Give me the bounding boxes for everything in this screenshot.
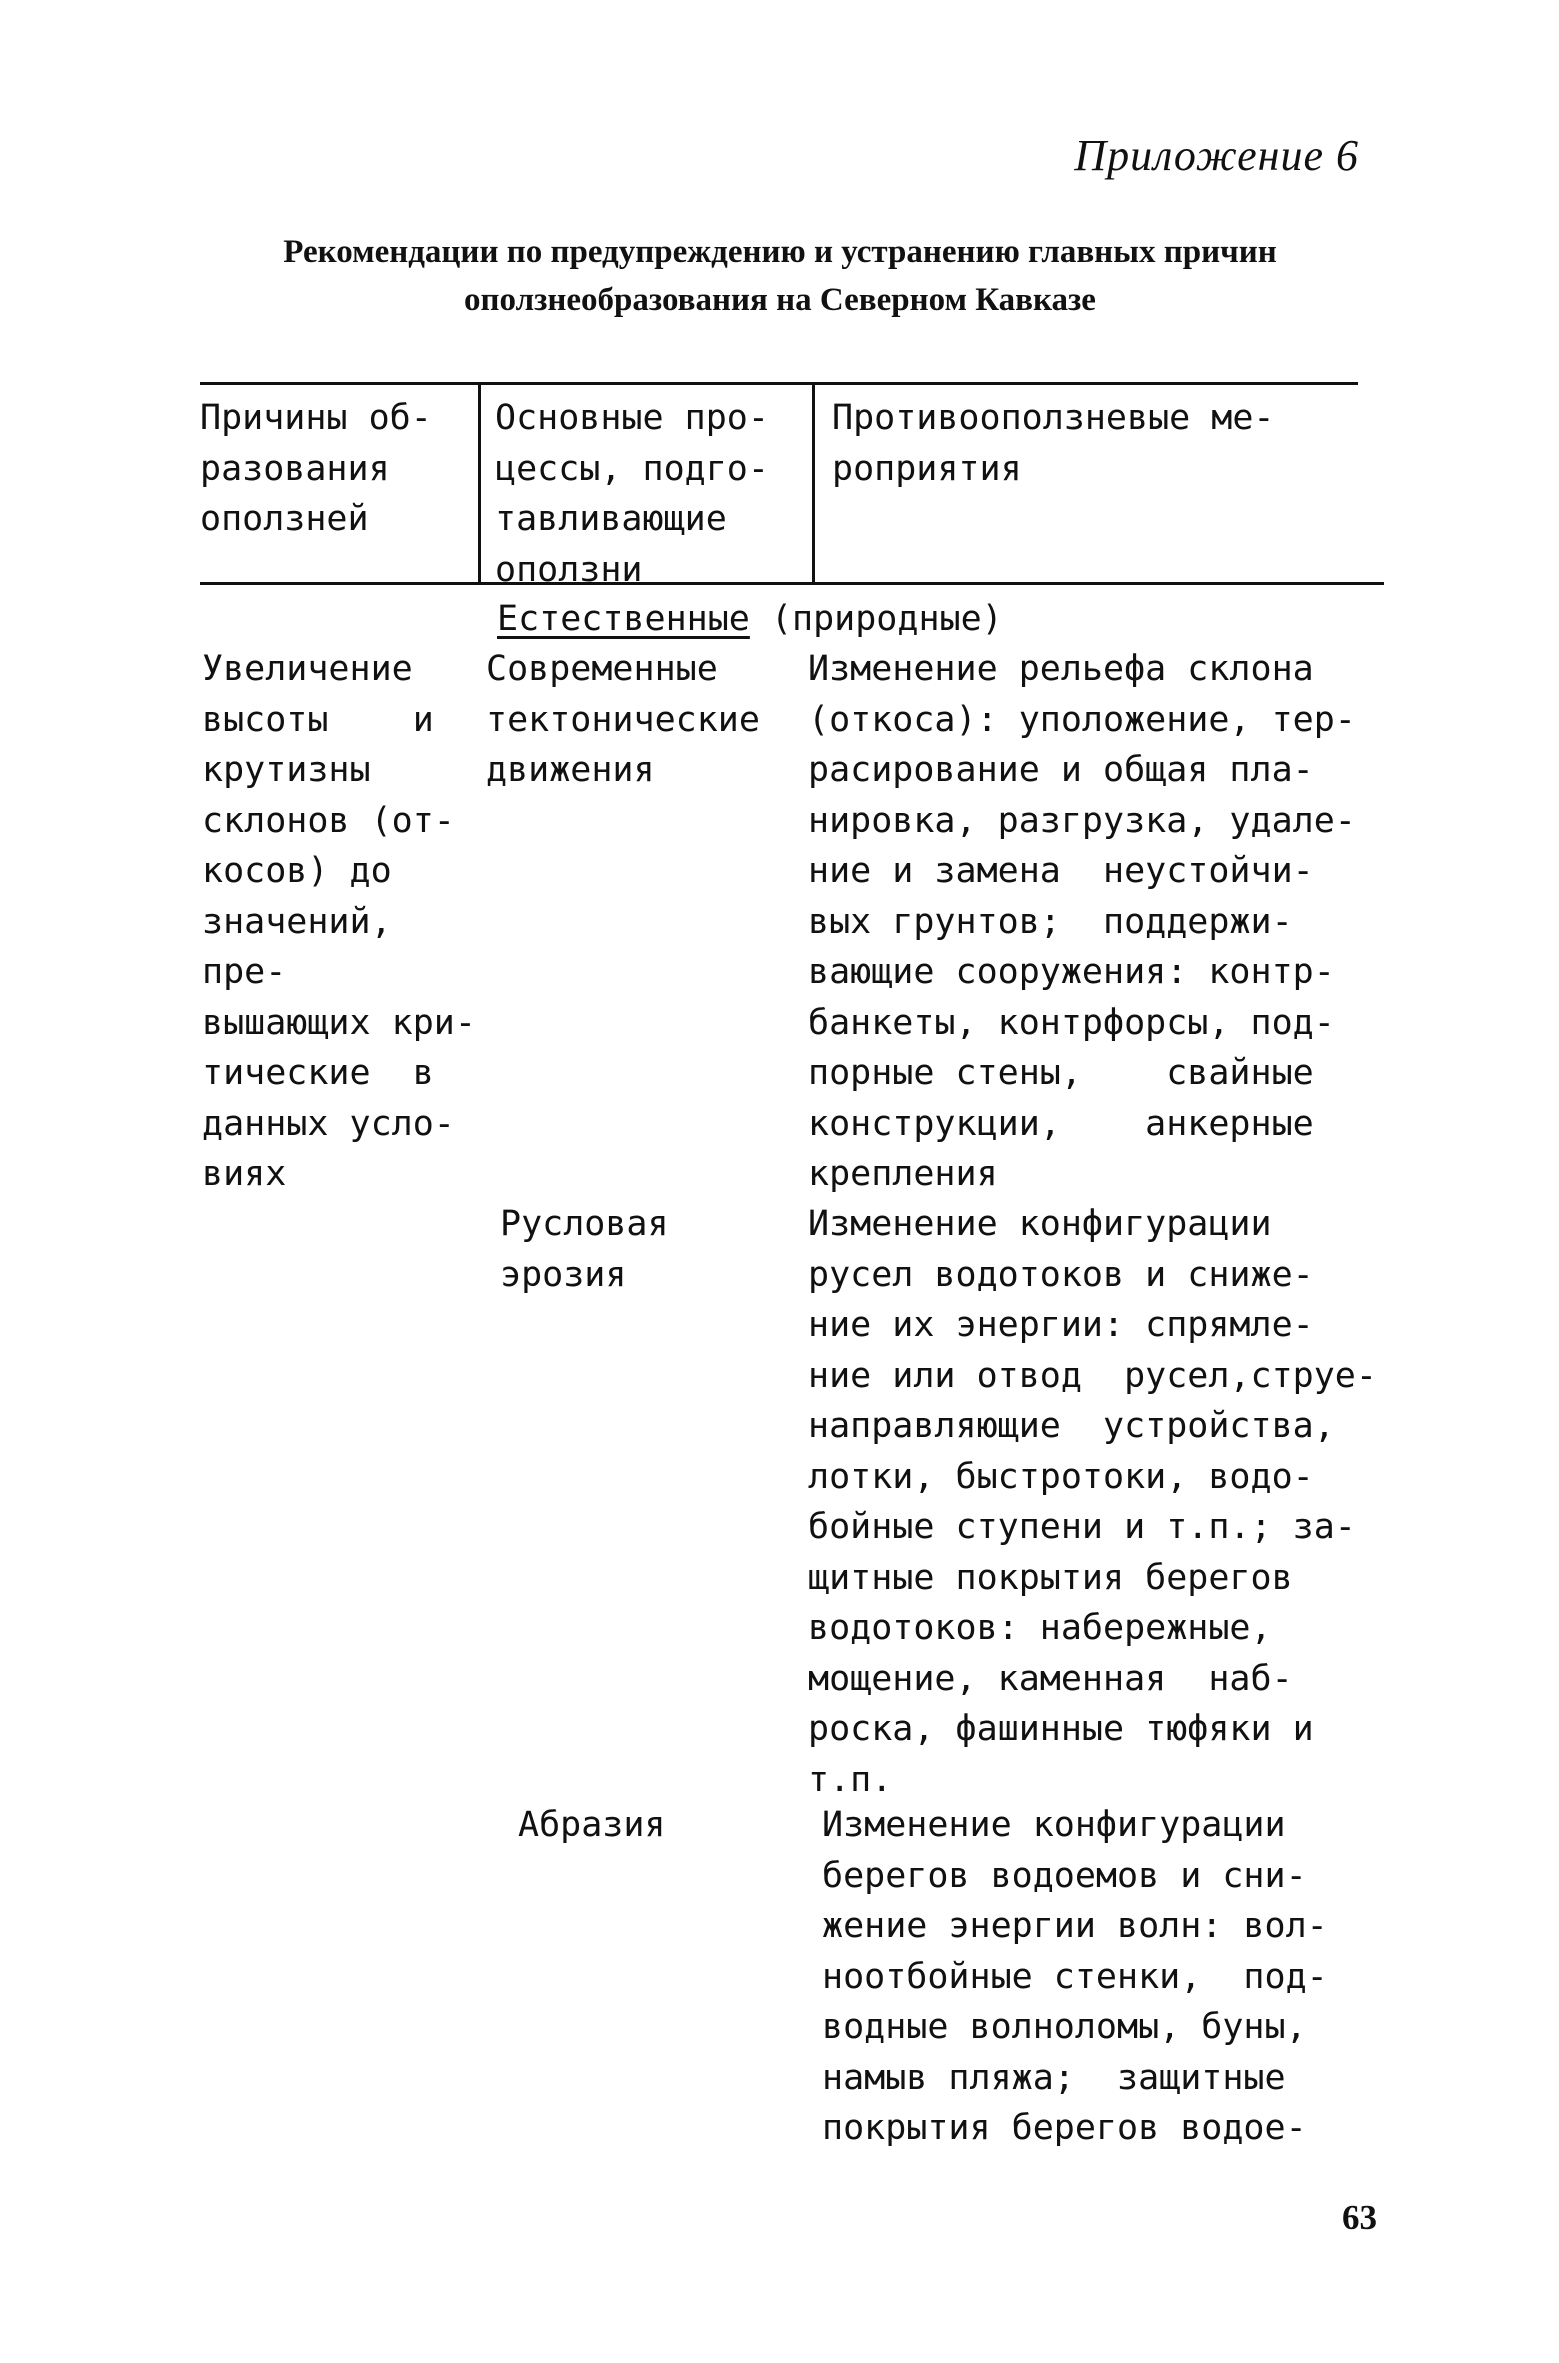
row-2-measures: Изменение конфигурации русел водотоков и сниже- ние их энергии: спрямле- ние или отвод русел,струе- направляющие устройства, лотки, быстротоки, водо- бойные ступени и т.п.; за- щитные покрытия берегов водотоков: набережные, мощение, каменная наб- роска, фашинные тюфяки и т.п. (808, 1204, 1377, 1800)
section-label-suffix: (природные) (770, 599, 1003, 639)
page-number: 63 (1342, 2198, 1377, 2237)
header-causes: Причины об- разования оползней (200, 398, 432, 539)
header-measures: Противооползневые ме- роприятия (832, 398, 1275, 489)
row-1-cause: Увеличение высоты и крутизны склонов (от- косов) до значений, пре- вышающих кри- тические в данных усло- виях (202, 649, 476, 1194)
appendix-label: Приложение 6 (1074, 131, 1359, 180)
section-label-main: Естественные (497, 599, 750, 639)
table-top-rule (200, 382, 1358, 385)
row-3-measures: Изменение конфигурации берегов водоемов и сни- жение энергии волн: вол- ноотбойные стенки, под- водные волноломы, буны, намыв пляжа; защитные покрытия берегов водое- (822, 1805, 1328, 2148)
page-title (200, 228, 1360, 324)
column-divider-1 (478, 384, 481, 584)
title-line-2: оползнеобразования на Северном Кавказе (464, 282, 1096, 318)
row-1-process: Современные тектонические движения (486, 649, 760, 790)
title-line-1: Рекомендации по предупреждению и устранению главных причин (283, 234, 1277, 270)
row-2-process: Русловая эрозия (500, 1204, 669, 1295)
row-1-measures: Изменение рельефа склона (откоса): уположение, тер- расирование и общая пла- нировка, разгрузка, удале- ние и замена неустойчи- вых грунтов; поддержи- вающие сооружения: контр- банкеты, контрфорсы, под- порные стены, свайные конструкции, анкерные крепления (808, 649, 1356, 1194)
header-processes: Основные про- цессы, подго- тавливающие оползни (495, 398, 769, 590)
row-3-process: Абразия (518, 1805, 666, 1845)
section-label (497, 594, 1003, 644)
